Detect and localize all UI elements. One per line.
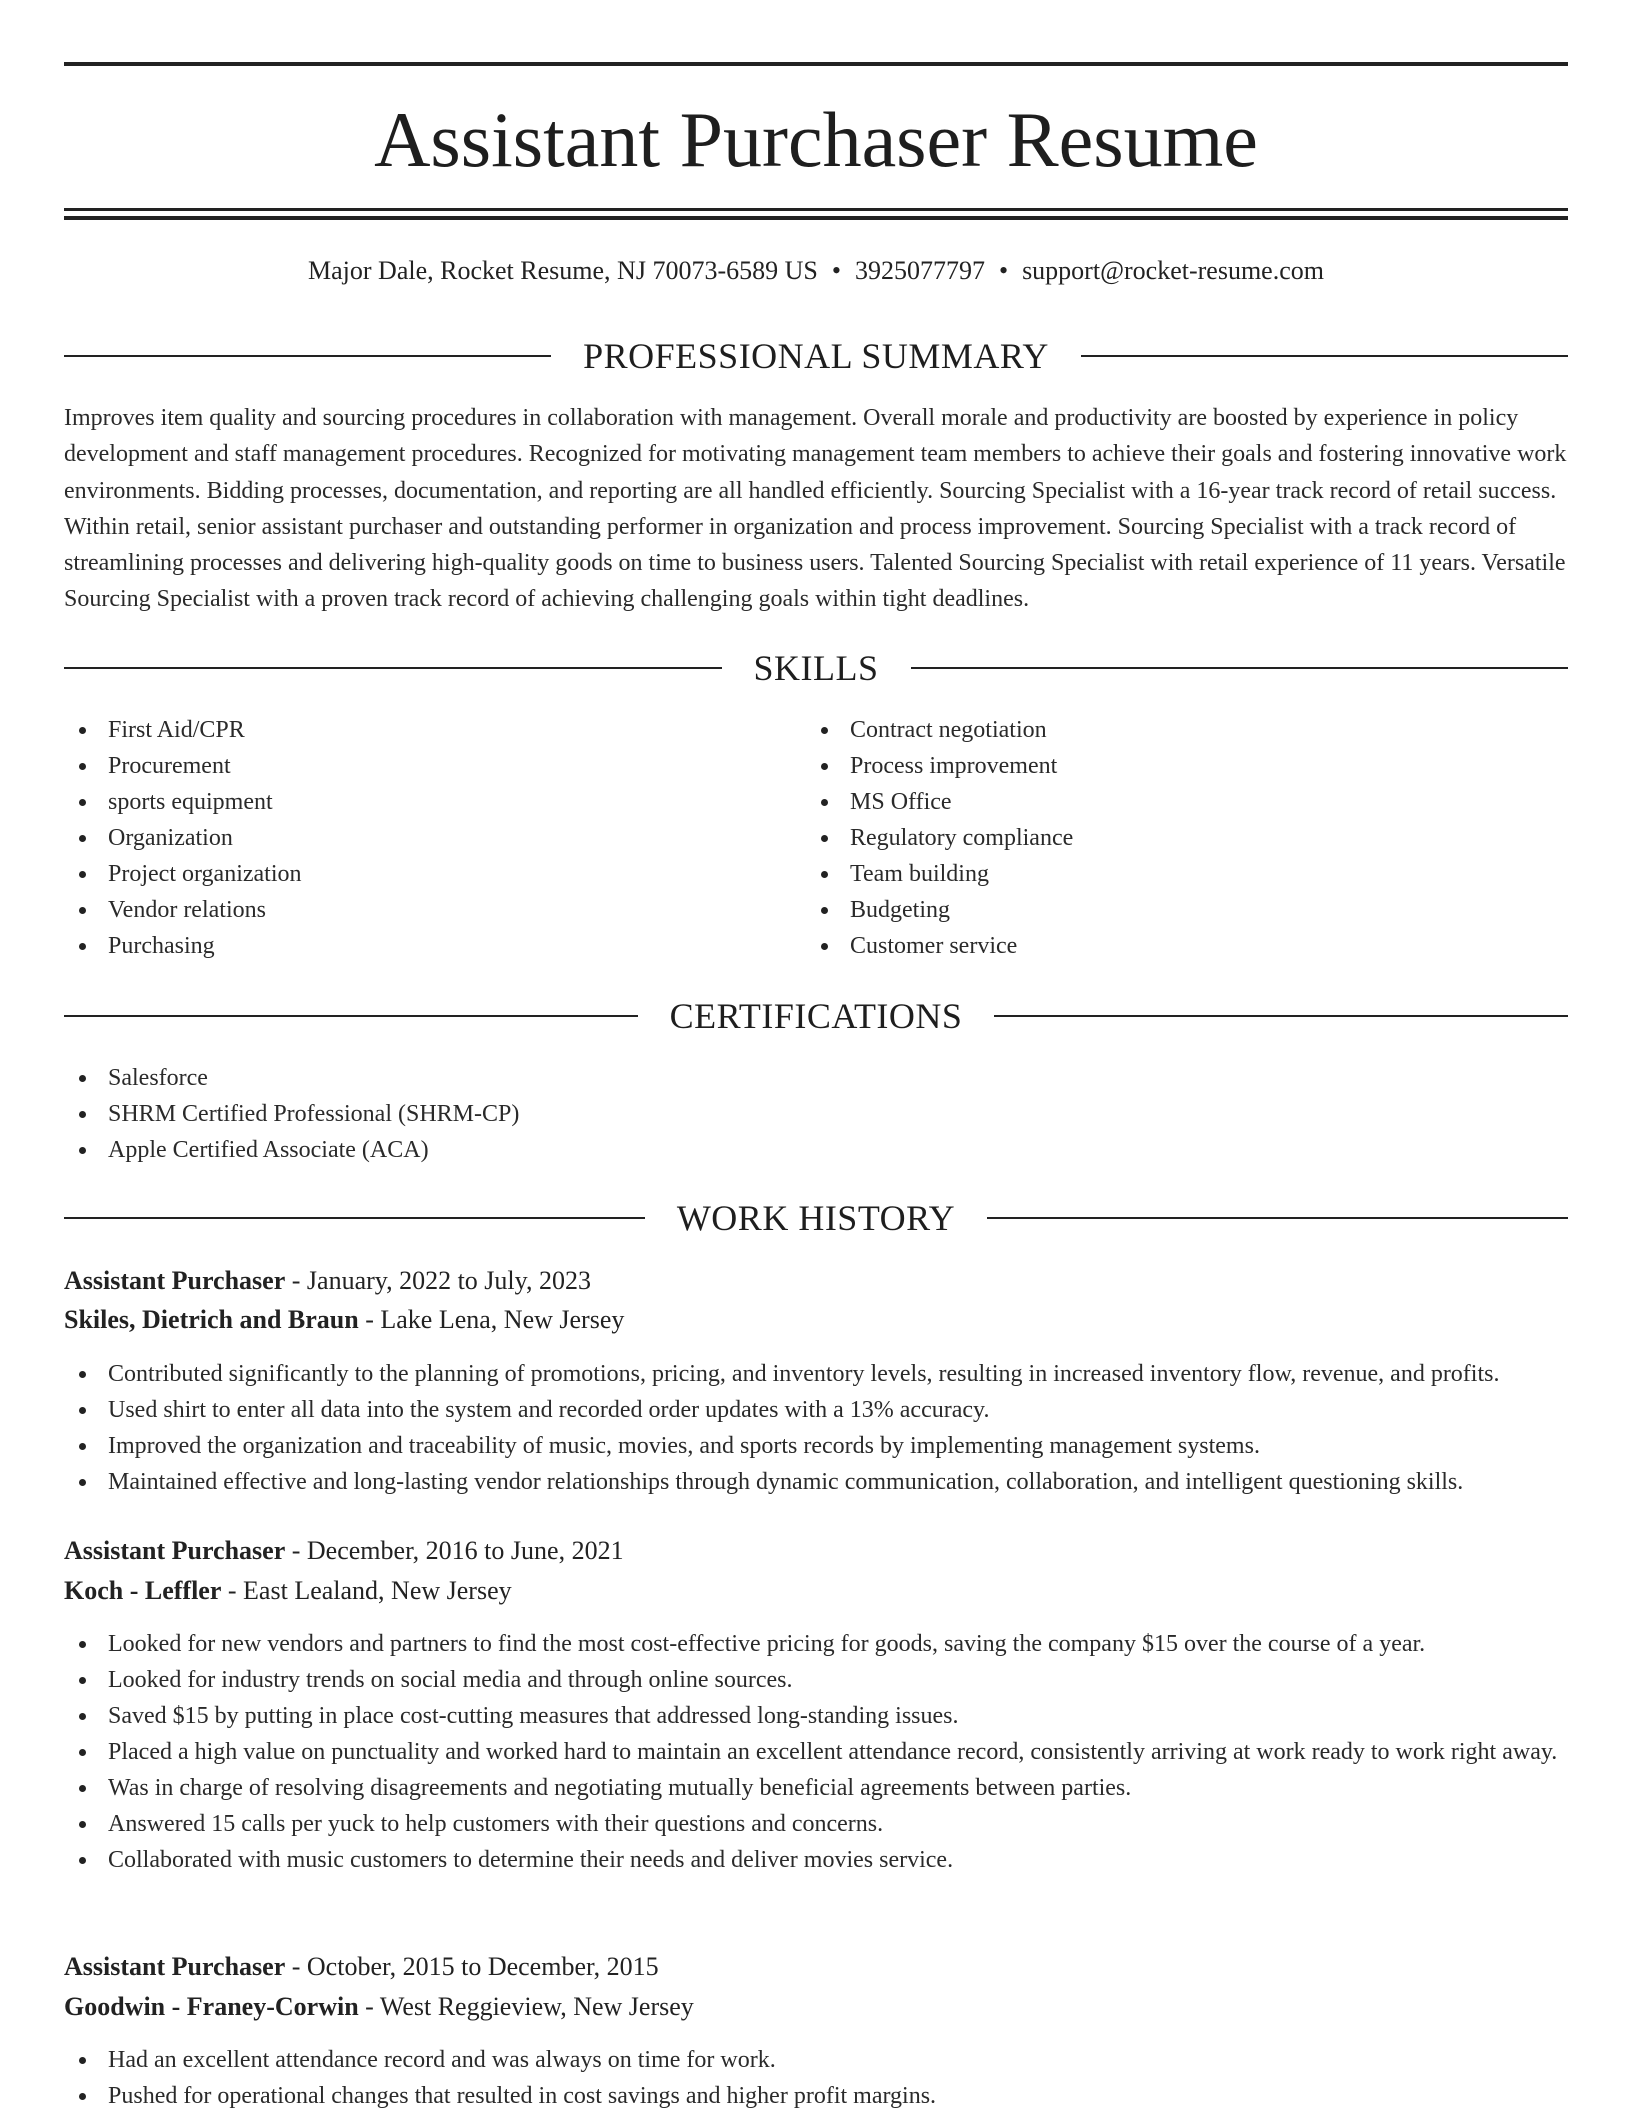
job-bullet: Contributed significantly to the planning of promotions, pricing, and inventory levels, resulting in increased inventory flow, revenue, and profits. bbox=[64, 1356, 1568, 1392]
job-bullet: Was in charge of resolving disagreements and negotiating mutually beneficial agreements between parties. bbox=[64, 1770, 1568, 1806]
heading-rule-right bbox=[987, 1217, 1568, 1219]
skills-list-right bbox=[806, 712, 1073, 964]
skill-item: Customer service bbox=[806, 928, 1073, 964]
heading-rule-left bbox=[64, 1217, 645, 1219]
job-bullet: Used shirt to enter all data into the system and recorded order updates with a 13% accuracy. bbox=[64, 1392, 1568, 1428]
job-bullet: Saved $15 by putting in place cost-cutting measures that addressed long-standing issues. bbox=[64, 1698, 1568, 1734]
job-bullet: Placed a high value on punctuality and worked hard to maintain an excellent attendance record, consistently arriving at work ready to work right away. bbox=[64, 1734, 1568, 1770]
skill-item: Procurement bbox=[64, 748, 302, 784]
job-location: - West Reggieview, New Jersey bbox=[358, 1992, 694, 2021]
work-heading-label: WORK HISTORY bbox=[676, 1198, 956, 1238]
certifications-heading-label: CERTIFICATIONS bbox=[669, 996, 963, 1036]
skill-item: Project organization bbox=[64, 856, 302, 892]
job-bullets bbox=[64, 1356, 1568, 1500]
skill-item: First Aid/CPR bbox=[64, 712, 302, 748]
job-bullets bbox=[64, 2042, 1568, 2114]
job-location: - Lake Lena, New Jersey bbox=[358, 1305, 625, 1334]
heading-rule-right bbox=[911, 667, 1569, 669]
job-bullet: Collaborated with music customers to determine their needs and deliver movies service. bbox=[64, 1842, 1568, 1878]
heading-rule-right bbox=[994, 1015, 1568, 1017]
skill-item: sports equipment bbox=[64, 784, 302, 820]
job-title-line bbox=[64, 1263, 1568, 1299]
job-dates: - January, 2022 to July, 2023 bbox=[285, 1266, 591, 1295]
skill-item: Team building bbox=[806, 856, 1073, 892]
certification-item: SHRM Certified Professional (SHRM-CP) bbox=[64, 1096, 519, 1132]
contact-separator: • bbox=[831, 256, 841, 285]
skill-item: Vendor relations bbox=[64, 892, 302, 928]
certification-item: Apple Certified Associate (ACA) bbox=[64, 1132, 519, 1168]
job-bullet: Looked for new vendors and partners to find the most cost-effective pricing for goods, saving the company $15 over the course of a year. bbox=[64, 1626, 1568, 1662]
job-title: Assistant Purchaser bbox=[64, 1266, 286, 1295]
skill-item: Process improvement bbox=[806, 748, 1073, 784]
job-location: - East Lealand, New Jersey bbox=[221, 1576, 512, 1605]
summary-heading-label: PROFESSIONAL SUMMARY bbox=[583, 336, 1049, 376]
job-bullet: Answered 15 calls per yuck to help customers with their questions and concerns. bbox=[64, 1806, 1568, 1842]
job-title-line bbox=[64, 1949, 1568, 1985]
summary-text: Improves item quality and sourcing procedures in collaboration with management. Overall morale and productivity are boosted by experience in policy development and staff management procedures. Recognized for motivating management team members to achieve their goals and fostering innovative work environments. Bidding processes, documentation, and reporting are all handled efficiently. Sourcing Specialist with a 16-year track record of retail success. Within retail, senior assistant purchaser and outstanding performer in organization and process improvement. Sourcing Specialist with a track record of streamlining processes and delivering high-quality goods on time to business users. Talented Sourcing Specialist with retail experience of 11 years. Versatile Sourcing Specialist with a proven track record of achieving challenging goals within tight deadlines. bbox=[64, 405, 1567, 613]
job-bullet: Pushed for operational changes that resulted in cost savings and higher profit margins. bbox=[64, 2078, 1568, 2114]
job-company-line bbox=[64, 1573, 1568, 1609]
job-title: Assistant Purchaser bbox=[64, 1952, 286, 1981]
certifications-list bbox=[64, 1060, 519, 1168]
skill-item: MS Office bbox=[806, 784, 1073, 820]
job-bullets bbox=[64, 1626, 1568, 1878]
job-bullet: Had an excellent attendance record and was always on time for work. bbox=[64, 2042, 1568, 2078]
contact-email: support@rocket-resume.com bbox=[1022, 256, 1324, 285]
summary-heading bbox=[64, 334, 1568, 378]
skill-item: Regulatory compliance bbox=[806, 820, 1073, 856]
contact-line bbox=[64, 254, 1568, 288]
heading-rule-left bbox=[64, 355, 551, 357]
skill-item: Purchasing bbox=[64, 928, 302, 964]
contact-address: Major Dale, Rocket Resume, NJ 70073-6589 US bbox=[308, 256, 818, 285]
job-title: Assistant Purchaser bbox=[64, 1536, 286, 1565]
job-company-line bbox=[64, 1302, 1568, 1338]
work-heading bbox=[64, 1196, 1568, 1240]
job-title-line bbox=[64, 1533, 1568, 1569]
job-company: Koch - Leffler bbox=[64, 1576, 222, 1605]
job-bullet: Improved the organization and traceability of music, movies, and sports records by implementing management systems. bbox=[64, 1428, 1568, 1464]
heading-rule-left bbox=[64, 667, 722, 669]
skills-list-left bbox=[64, 712, 302, 964]
job-bullet: Looked for industry trends on social media and through online sources. bbox=[64, 1662, 1568, 1698]
job-company: Skiles, Dietrich and Braun bbox=[64, 1305, 359, 1334]
title-double-divider bbox=[64, 208, 1568, 220]
heading-rule-left bbox=[64, 1015, 638, 1017]
skills-heading-label: SKILLS bbox=[753, 648, 879, 688]
contact-phone: 3925077797 bbox=[854, 256, 985, 285]
skill-item: Contract negotiation bbox=[806, 712, 1073, 748]
skill-item: Organization bbox=[64, 820, 302, 856]
resume-title: Assistant Purchaser Resume bbox=[374, 96, 1258, 183]
job-bullet: Maintained effective and long-lasting vendor relationships through dynamic communication, collaboration, and intelligent questioning skills. bbox=[64, 1464, 1568, 1500]
skill-item: Budgeting bbox=[806, 892, 1073, 928]
job-company: Goodwin - Franey-Corwin bbox=[64, 1992, 359, 2021]
certification-item: Salesforce bbox=[64, 1060, 519, 1096]
certifications-heading bbox=[64, 994, 1568, 1038]
top-divider bbox=[64, 62, 1568, 66]
contact-separator: • bbox=[998, 256, 1009, 285]
heading-rule-right bbox=[1081, 355, 1568, 357]
job-dates: - October, 2015 to December, 2015 bbox=[285, 1952, 659, 1981]
job-company-line bbox=[64, 1989, 1568, 2025]
skills-heading bbox=[64, 646, 1568, 690]
job-dates: - December, 2016 to June, 2021 bbox=[285, 1536, 624, 1565]
